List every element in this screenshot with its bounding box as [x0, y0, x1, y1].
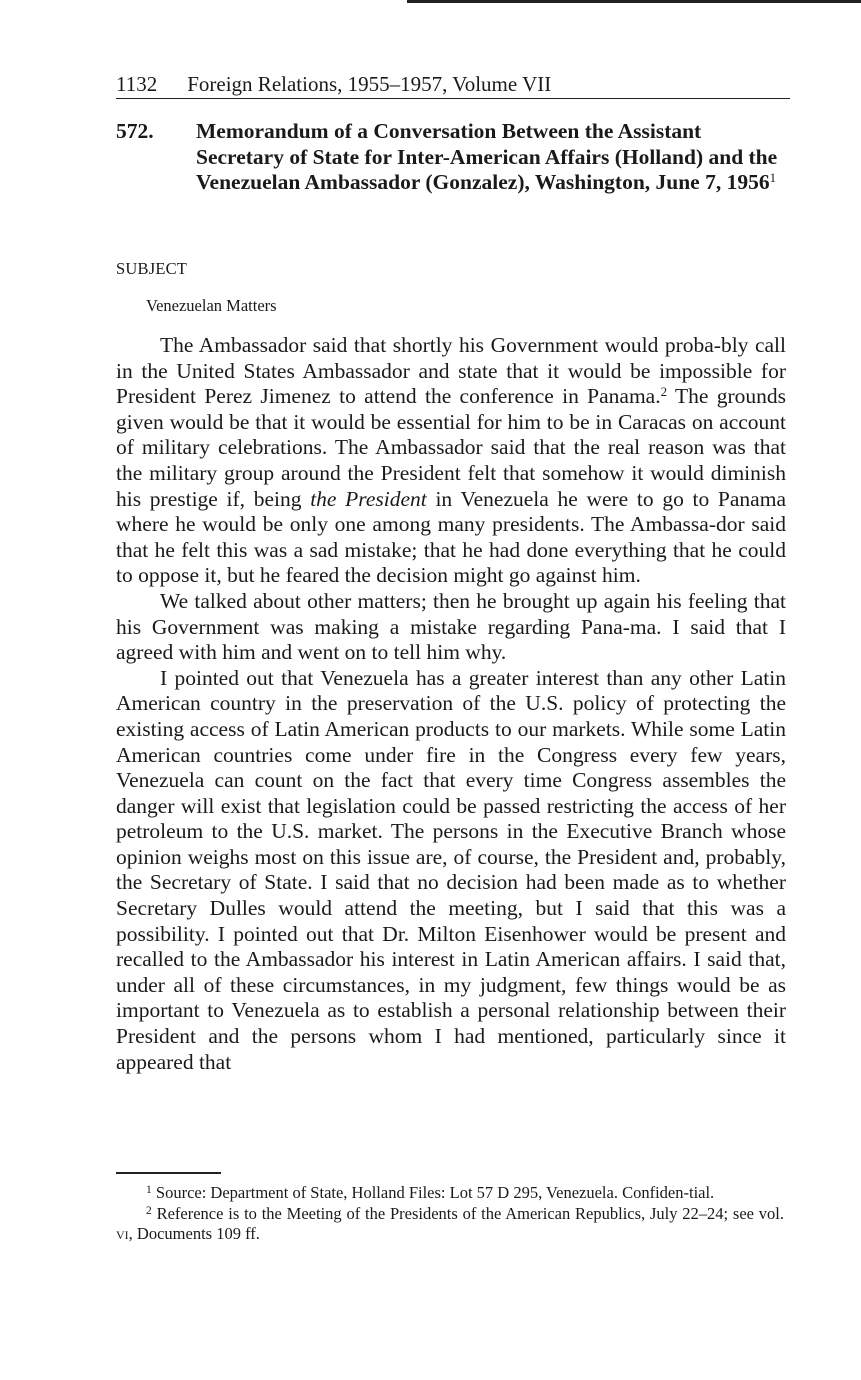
paragraph-2: We talked about other matters; then he brought up again his feeling that his Government was making a mistake regarding Pana-ma. I said that I agreed with him and went on to tell him why.	[116, 588, 786, 665]
document-number: 572.	[116, 119, 154, 143]
paragraph-1	[116, 333, 786, 589]
footnote-ref-2[interactable]: 2	[660, 385, 668, 400]
footnotes	[116, 1183, 784, 1245]
document-heading	[116, 119, 790, 196]
page-number: 1132	[116, 72, 158, 96]
subject-label: SUBJECT	[116, 259, 188, 278]
running-head	[116, 70, 790, 99]
paragraph-3: I pointed out that Venezuela has a greater interest than any other Latin American country in the preservation of the U.S. policy of protecting the existing access of Latin American products to our markets. While some Latin American countries come under fire in the Congress every few years, Venezuela can count on the fact that every time Congress assembles the danger will exist that legislation could be passed restricting the access of her petroleum to the U.S. market. The persons in the Executive Branch whose opinion weighs most on this issue are, of course, the President and, probably, the Secretary of State. I said that no decision had been made as to whether Secretary Dulles would attend the meeting, but I said that this was a possibility. I pointed out that Dr. Milton Eisenhower would be present and recalled to the Ambassador his interest in Latin American affairs. I said that, under all of these circumstances, in my judgment, few things would be as important to Venezuela as to establish a personal relationship between their President and the persons whom I had mentioned, particularly since it appeared that	[116, 665, 786, 1074]
footnote-ref-1[interactable]: 1	[769, 170, 777, 185]
paragraph-1-part-2: The grounds given would be that it would be essential for him to be in Caracas on account of military celebrations. The Ambassador said that the real reason was that the military group around the President felt that somehow it would diminish his prestige if, being	[116, 384, 786, 511]
subject-text: Venezuelan Matters	[146, 296, 277, 315]
footnote-2-volume: vi	[116, 1224, 129, 1243]
paragraph-1-part-3: in Venezuela he were to go to Panama where he would be only one among many presidents. The Ambassa-dor said that he felt this was a sad mistake; that he had done everything that he could to oppose it, but he feared the decision might go against him.	[116, 486, 786, 588]
memo-body	[116, 333, 786, 1075]
document-title-text: Memorandum of a Conversation Between the Assistant Secretary of State for Inter-American Affairs (Holland) and the Venezuelan Ambassador (Gonzalez), Washington, June 7, 1956	[196, 119, 778, 194]
footnote-2-text-before: Reference is to the Meeting of the Presidents of the American Republics, July 22–24; see vol.	[156, 1204, 785, 1223]
footnote-2-marker: 2	[146, 1204, 152, 1217]
footnote-1	[116, 1183, 784, 1203]
footnote-2	[116, 1204, 784, 1244]
top-edge-rule	[407, 0, 861, 3]
document-title	[196, 119, 790, 196]
footnote-divider	[116, 1172, 221, 1174]
footnote-1-marker: 1	[146, 1183, 152, 1196]
footnote-1-text: Source: Department of State, Holland Files: Lot 57 D 295, Venezuela. Confiden-tial.	[155, 1183, 715, 1202]
volume-title: Foreign Relations, 1955–1957, Volume VII	[187, 72, 552, 96]
paragraph-1-italic: the President	[310, 486, 427, 511]
footnote-2-text-after: , Documents 109 ff.	[128, 1224, 260, 1243]
paragraph-1-part-1: The Ambassador said that shortly his Government would proba-bly call in the United States Ambassador and state that it would be impossible for President Perez Jimenez to attend the conference in Panama.	[116, 333, 786, 409]
